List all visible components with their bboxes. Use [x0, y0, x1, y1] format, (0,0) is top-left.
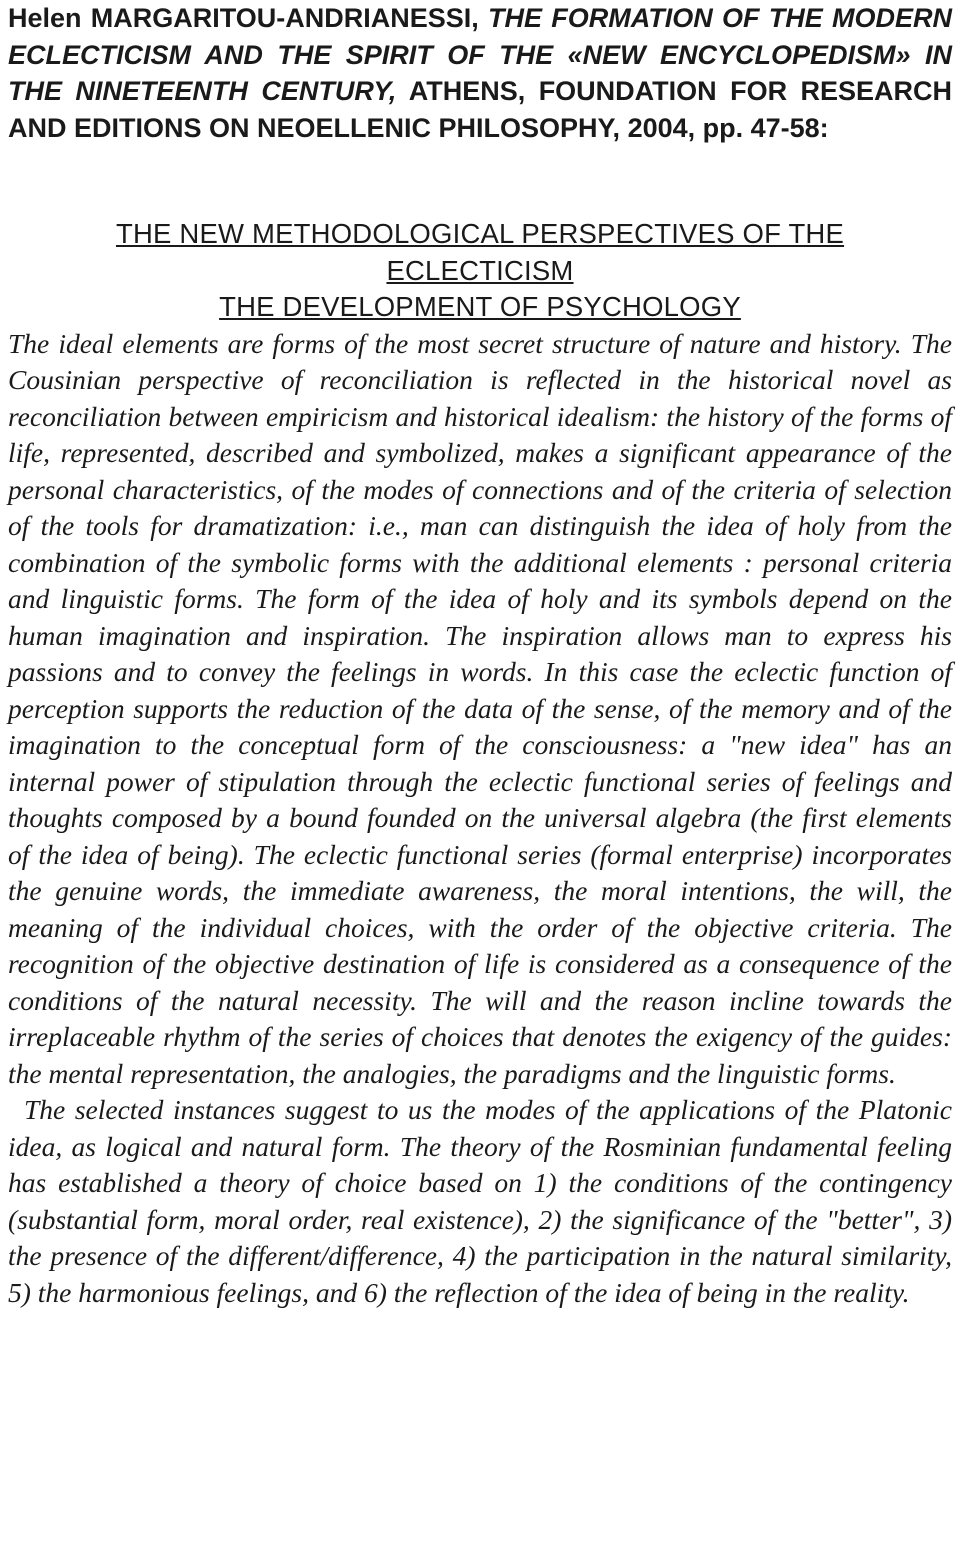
- section-heading-line-1: THE NEW METHODOLOGICAL PERSPECTIVES OF THE: [115, 218, 845, 249]
- section-heading-line-2: ECLECTICISM: [386, 254, 574, 286]
- citation-publication: ATHENS, FOUNDATION FOR RESEARCH AND EDITIONS ON NEOELLENIC PHILOSOPHY, 2004, pp. 47-58:: [8, 76, 952, 143]
- header-spacer: [8, 146, 952, 216]
- section-heading-line-3: THE DEVELOPMENT OF PSYCHOLOGY: [219, 291, 741, 322]
- citation-header: [8, 0, 952, 146]
- body-paragraph-1: The ideal elements are forms of the most secret structure of nature and history. The Cousinian perspective of reconciliation is reflected in the historical novel as reconciliation between empiricism and historical idealism: the history of the forms of life, represented, described and symbolized, makes a significant appearance of the personal characteristics, of the modes of connections and of the criteria of selection of the tools for dramatization: i.e., man can distinguish the idea of holy from the combination of the symbolic forms with the additional elements : personal criteria and linguistic forms. The form of the idea of holy and its symbols depend on the human imagination and inspiration. The inspiration allows man to express his passions and to convey the feelings in words. In this case the eclectic function of perception supports the reduction of the data of the sense, of the memory and of the imagination to the conceptual form of the consciousness: a "new idea" has an internal power of stipulation through the eclectic functional series of feelings and thoughts composed by a bound founded on the universal algebra (the first elements of the idea of being). The eclectic functional series (formal enterprise) incorporates the genuine words, the immediate awareness, the moral intentions, the will, the meaning of the individual choices, with the order of the objective criteria. The recognition of the objective destination of life is considered as a consequence of the conditions of the natural necessity. The will and the reason incline towards the irreplaceable rhythm of the series of choices that denotes the exigency of the guides: the mental representation, the analogies, the paradigms and the linguistic forms.: [8, 327, 952, 1089]
- citation-author: Helen MARGARITOU-ANDRIANESSI,: [8, 3, 479, 33]
- citation-title: THE FORMATION OF THE MODERN ECLECTICISM AND THE SPIRIT OF THE «NEW ENCYCLOPEDISM» IN THE NINETEENTH CENTURY,: [8, 3, 952, 106]
- body-paragraph-2: The selected instances suggest to us the modes of the applications of the Platonic idea, as logical and natural form. The theory of the Rosminian fundamental feeling has established a theory of choice based on 1) the conditions of the contingency (substantial form, moral order, real existence), 2) the significance of the "better", 3) the presence of the different/difference, 4) the participation in the natural similarity, 5) the harmonious feelings, and 6) the reflection of the idea of being in the reality.: [8, 1094, 952, 1308]
- document-page: [8, 0, 952, 1311]
